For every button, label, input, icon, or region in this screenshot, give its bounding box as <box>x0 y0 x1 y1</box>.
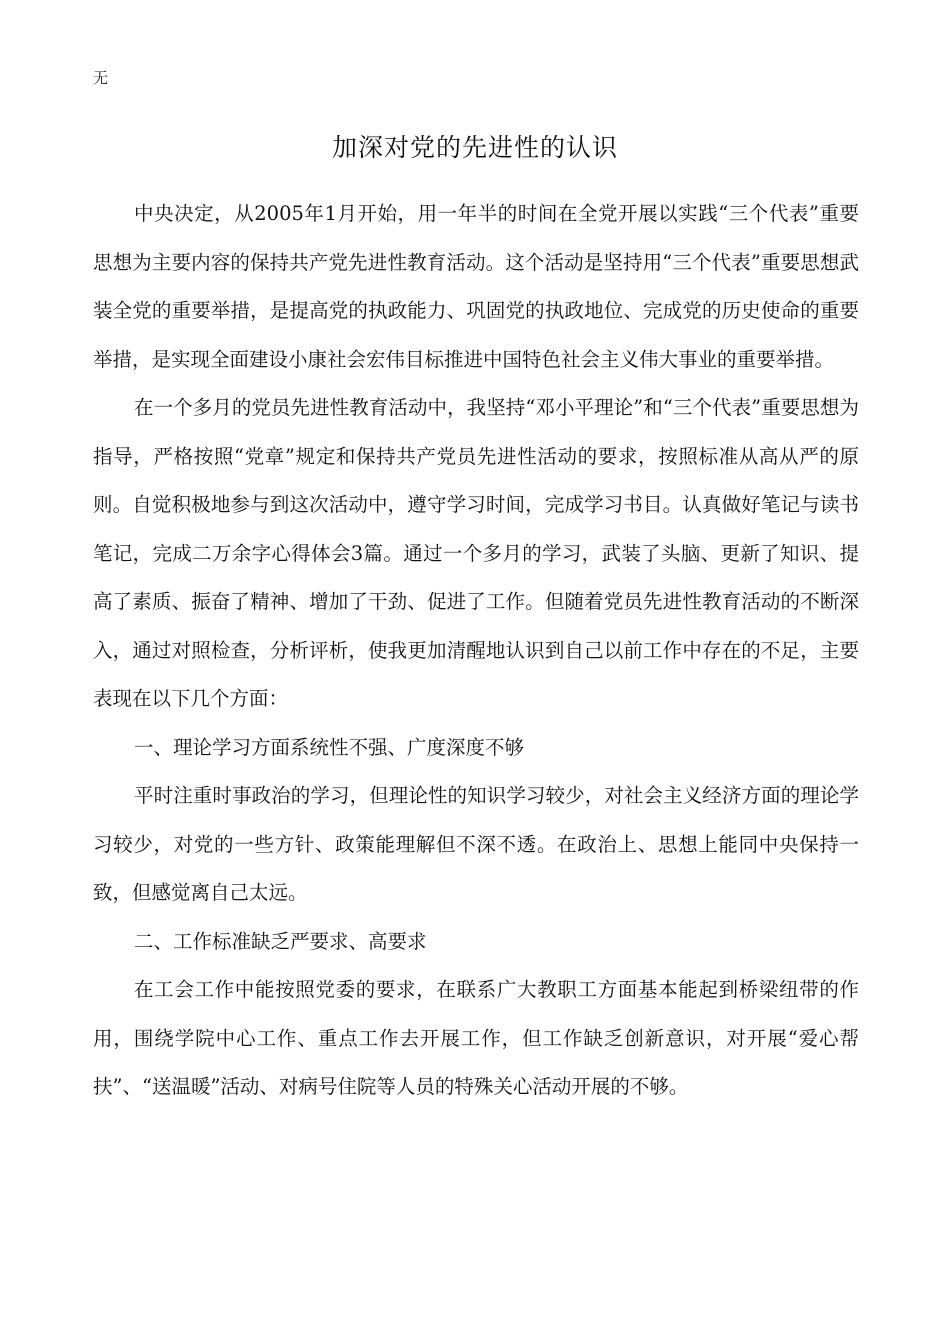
paragraph-theory: 平时注重时事政治的学习，但理论性的知识学习较少，对社会主义经济方面的理论学习较少，对党的一些方针、政策能理解但不深不透。在政治上、思想上能同中央保持一致，但感觉离自己太远。 <box>93 784 859 904</box>
document-body <box>93 190 859 1112</box>
section-heading-standards: 二、工作标准缺乏严要求、高要求 <box>134 929 427 953</box>
paragraph-standards: 在工会工作中能按照党委的要求，在联系广大教职工方面基本能起到桥梁纽带的作用，围绕学院中心工作、重点工作去开展工作，但工作缺乏创新意识，对开展“爱心帮扶”、“送温暖”活动、对病号住院等人员的特殊关心活动开展的不够。 <box>93 978 859 1098</box>
paragraph-intro: 中央决定，从2005年1月开始，用一年半的时间在全党开展以实践“三个代表”重要思想为主要内容的保持共产党先进性教育活动。这个活动是坚持用“三个代表”重要思想武装全党的重要举措，是提高党的执政能力、巩固党的执政地位、完成党的历史使命的重要举措，是实现全面建设小康社会宏伟目标推进中国特色社会主义伟大事业的重要举措。 <box>93 202 859 371</box>
header-mark: 无 <box>93 69 109 87</box>
paragraph-activity-summary: 在一个多月的党员先进性教育活动中，我坚持“邓小平理论”和“三个代表”重要思想为指导，严格按照“党章”规定和保持共产党员先进性活动的要求，按照标准从高从严的原则。自觉积极地参与到这次活动中，遵守学习时间，完成学习书目。认真做好笔记与读书笔记，完成二万余字心得体会3篇。通过一个多月的学习，武装了头脑、更新了知识、提高了素质、振奋了精神、增加了干劲、促进了工作。但随着党员先进性教育活动的不断深入，通过对照检查，分析评析，使我更加清醒地认识到自己以前工作中存在的不足，主要表现在以下几个方面： <box>93 396 859 710</box>
document-title: 加深对党的先进性的认识 <box>331 133 618 162</box>
section-heading-theory: 一、理论学习方面系统性不强、广度深度不够 <box>134 735 525 759</box>
